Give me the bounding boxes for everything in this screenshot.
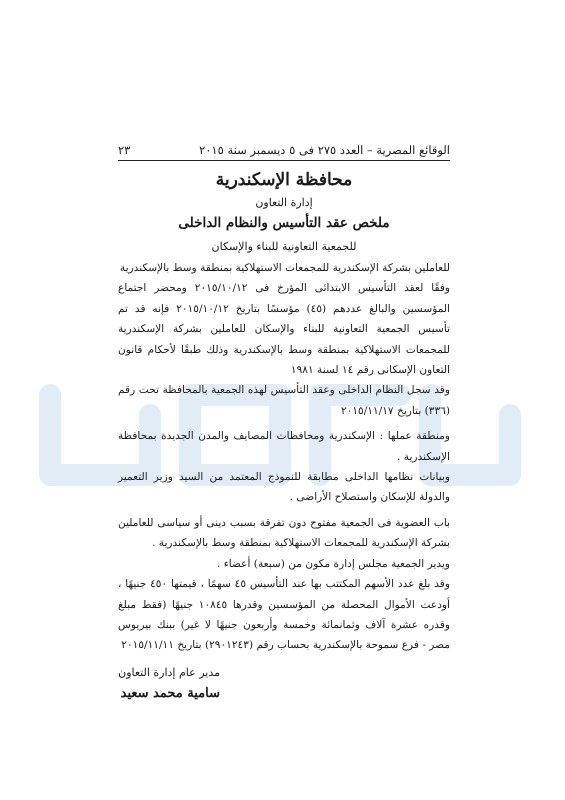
- header-divider: [118, 160, 450, 161]
- page-header: [118, 143, 450, 157]
- paragraph: وقد بلغ عدد الأسهم المكتتب بها عند التأسيس ٤٥ سهمًا ، قيمتها ٤٥٠ جنيهًا ، أودعت الأموال المحصلة من المؤسسين وقدرها ١٠٨٤٥ جنيهًا (فقط مبلغ وقدره عشرة آلاف وثمانمائة وخمسة وأربعون جنيهًا لا غير) ببنك بيريوس مصر - فرع سموحة بالإسكندرية بحساب رقم (٢٩٠١٢٤٣) بتاريخ ٢٠١٥/١١/١١: [118, 578, 450, 652]
- governorate-title: محافظة الإسكندرية: [215, 170, 353, 190]
- page-number: ٢٣: [118, 143, 131, 157]
- paragraph: ومنطقة عملها : الإسكندرية ومحافظات المصايف والمدن الجديدة بمحافظة الإسكندرية .: [118, 430, 450, 463]
- paragraph: ويدير الجمعية مجلس إدارة مكون من (سبعة) أعضاء .: [217, 557, 450, 570]
- paragraph: للعاملين بشركة الإسكندرية للمجمعات الاستهلاكية بمنطقة وسط بالإسكندرية: [119, 262, 450, 274]
- signatory-role: مدير عام إدارة التعاون: [118, 666, 220, 679]
- signatory-name: سامية محمد سعيد: [120, 686, 220, 701]
- association-name: للجمعية التعاونية للبناء والإسكان: [211, 240, 357, 253]
- paragraph: وفقًا لعقد التأسيس الابتدائى المؤرخ فى ٢٠١٥/١٠/١٢ ومحضر اجتماع المؤسسين والبالغ عددهم (٤٥) مؤسسًا بتاريخ ٢٠١٥/١٠/١٢ فإنه قد تم تأسيس الجمعية التعاونية للبناء والإسكان للعاملين بشركة الإسكندرية للمجمعات الاستهلاكية بمنطقة وسط بالإسكندرية وذلك طبقًا لأحكام قانون التعاون الإسكانى رقم ١٤ لسنة ١٩٨١: [118, 282, 450, 377]
- gazette-title: الوقائع المصرية – العدد ٢٧٥ فى ٥ ديسمبر سنة ٢٠١٥: [199, 143, 450, 157]
- paragraph: وقد سجل النظام الداخلى وعقد التأسيس لهذه الجمعية بالمحافظة تحت رقم (٣٣٦) بتاريخ ٢٠١٥/١١/١٧: [118, 384, 450, 417]
- document-subtitle: ملخص عقد التأسيس والنظام الداخلى: [178, 215, 390, 231]
- document-body: [118, 258, 450, 656]
- department-name: إدارة التعاون: [255, 196, 313, 209]
- paragraph: باب العضوية فى الجمعية مفتوح دون تفرقة بسبب دينى أو سياسى للعاملين بشركة الإسكندرية للمجمعات الاستهلاكية بمنطقة وسط بالإسكندرية .: [118, 516, 450, 550]
- paragraph: وبيانات نظامها الداخلى مطابقة للنموذج المعتمد من السيد وزير التعمير والدولة للإسكان واستصلاح الأراضى .: [118, 471, 450, 504]
